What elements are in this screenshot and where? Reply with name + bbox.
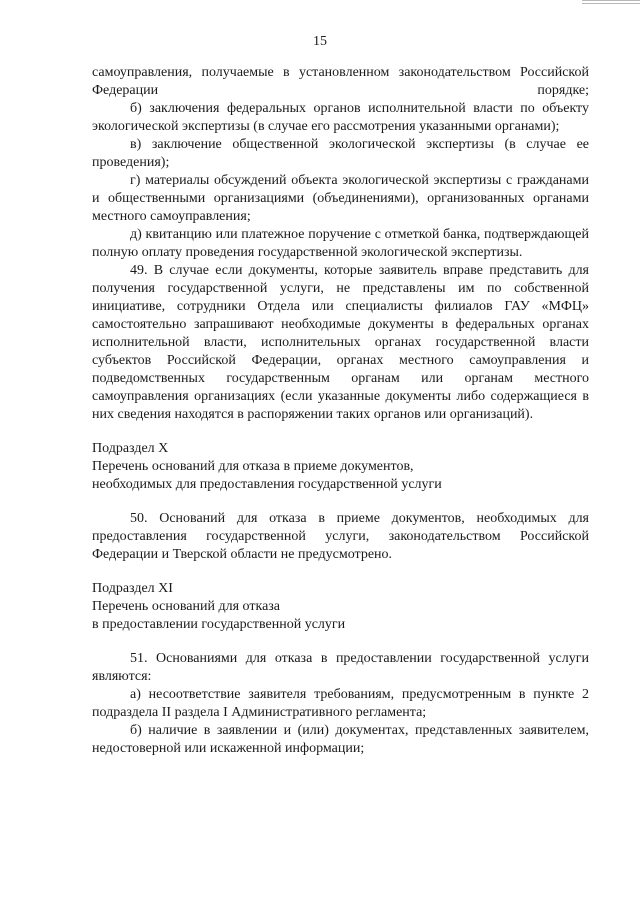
section-10-heading-line1: Перечень оснований для отказа в приеме документов, — [92, 459, 414, 474]
paragraph-51-item-a: а) несоответствие заявителя требованиям, предусмотренным в пункте 2 подраздела II раздела I Административного регламента; — [92, 687, 589, 720]
section-11-heading-line1: Перечень оснований для отказа — [92, 599, 281, 614]
section-10-heading-line2: необходимых для предоставления государственной услуги — [92, 477, 442, 492]
paragraph-item-b: б) заключения федеральных органов исполнительной власти по объекту экологической экспертизы (в случае его рассмотрения указанными органами); — [92, 101, 589, 134]
page-number: 15 — [313, 34, 327, 49]
paragraph-item-g: г) материалы обсуждений объекта экологической экспертизы с гражданами и общественными организациями (объединениями), организованных органами местного самоуправления; — [92, 173, 589, 224]
paragraph-50: 50. Оснований для отказа в приеме документов, необходимых для предоставления государственной услуги, законодательством Российской Федерации и Тверской области не предусмотрено. — [92, 511, 589, 562]
paragraph-item-d: д) квитанцию или платежное поручение с отметкой банка, подтверждающей полную оплату проведения государственной экологической экспертизы. — [92, 227, 589, 260]
section-11-heading-line2: в предоставлении государственной услуги — [92, 617, 346, 632]
paragraph-49: 49. В случае если документы, которые заявитель вправе представить для получения государственной услуги, не представлены им по собственной инициативе, сотрудники Отдела или специалисты филиалов ГАУ «МФЦ» самостоятельно запрашивают необходимые документы в федеральных органах исполнительной власти, исполнительных органах государственной власти субъектов Российской Федерации, органах местного самоуправления и подведомственных государственным органам или органам местного самоуправления организациях (если указанные документы либо содержащиеся в них сведения находятся в распоряжении таких органов или организаций). — [92, 263, 589, 422]
page-body — [92, 64, 589, 758]
section-11-title: Подраздел XI — [92, 581, 173, 596]
paragraph-item-v: в) заключение общественной экологической экспертизы (в случае ее проведения); — [92, 137, 589, 170]
scan-corner-mark — [582, 0, 640, 4]
section-10-title: Подраздел X — [92, 441, 169, 456]
paragraph-51-item-b: б) наличие в заявлении и (или) документах, представленных заявителем, недостоверной или искаженной информации; — [92, 723, 589, 756]
paragraph-51: 51. Основаниями для отказа в предоставлении государственной услуги являются: — [92, 651, 589, 684]
paragraph-continuation: самоуправления, получаемые в установленном законодательством Российской Федерации порядке; — [92, 65, 589, 98]
